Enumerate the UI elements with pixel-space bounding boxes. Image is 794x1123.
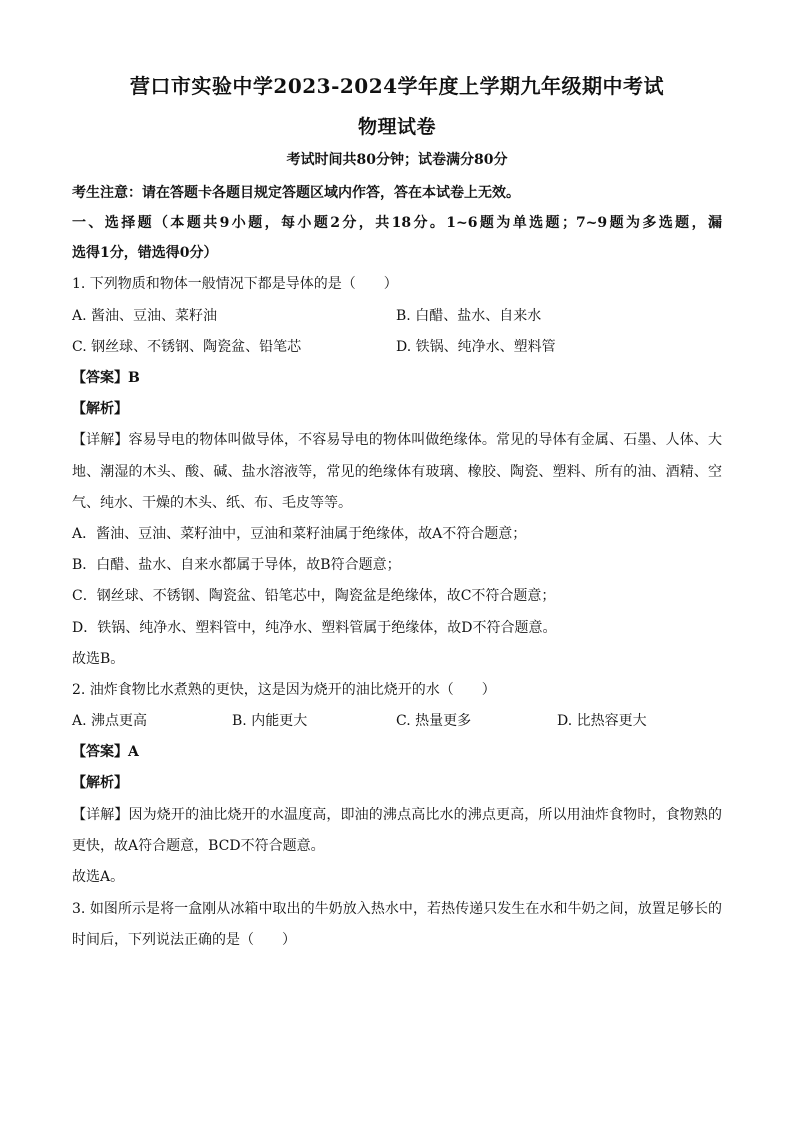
q1-answer: 【答案】B [72,370,140,386]
q2-stem: 2. 油炸食物比水煮熟的更快，这是因为烧开的油比烧开的水（ ） [72,682,496,698]
exam-info: 考试时间共80分钟；试卷满分80分 [286,152,508,168]
q1-conclusion: 故选B。 [72,651,125,667]
q3-stem-line1: 3. 如图所示是将一盒刚从冰箱中取出的牛奶放入热水中，若热传递只发生在水和牛奶之间，放置足够长的 [72,901,722,917]
q1-detail-line2: 地、潮湿的木头、酸、碱、盐水溶液等，常见的绝缘体有玻璃、橡胶、陶瓷、塑料、所有的油、酒精、空 [72,464,722,480]
subject-title: 物理试卷 [357,116,436,138]
q1-option-a: A. 酱油、豆油、菜籽油 [72,308,218,324]
q1-explain-c: C．钢丝球、不锈钢、陶瓷盆、铅笔芯中，陶瓷盆是绝缘体，故C不符合题意； [72,588,556,604]
q1-option-d: D. 铁锅、纯净水、塑料管 [396,339,556,355]
q1-detail-line3: 气、纯水、干燥的木头、纸、布、毛皮等等。 [72,495,352,511]
q1-option-c: C. 钢丝球、不锈钢、陶瓷盆、铅笔芯 [72,339,302,355]
q2-detail-line2: 更快，故A符合题意，BCD不符合题意。 [72,838,325,854]
q1-explain-d: D．铁锅、纯净水、塑料管中，纯净水、塑料管属于绝缘体，故D不符合题意。 [72,620,557,636]
q1-stem: 1. 下列物质和物体一般情况下都是导体的是（ ） [72,276,398,292]
section-heading-line1: 一、选择题（本题共9小题，每小题2分，共18分。1~6题为单选题；7~9题为多选题，漏 [72,215,722,231]
section-heading-line2: 选得1分，错选得0分） [72,245,218,261]
q2-answer: 【答案】A [72,744,139,760]
q1-analysis-label: 【解析】 [72,401,128,417]
q2-option-c: C. 热量更多 [396,713,472,729]
q1-explain-a: A．酱油、豆油、菜籽油中，豆油和菜籽油属于绝缘体，故A不符合题意； [72,526,527,542]
q2-analysis-label: 【解析】 [72,775,128,791]
q2-option-a: A. 沸点更高 [72,713,148,729]
q2-option-b: B. 内能更大 [232,713,308,729]
q1-option-b: B. 白醋、盐水、自来水 [396,308,542,324]
q2-conclusion: 故选A。 [72,869,125,885]
q1-detail-line1: 【详解】容易导电的物体叫做导体，不容易导电的物体叫做绝缘体。常见的导体有金属、石墨、人体、大 [72,432,722,448]
q3-stem-line2: 时间后，下列说法正确的是（ ） [72,932,296,948]
q2-option-d: D. 比热容更大 [557,713,647,729]
q1-explain-b: B．白醋、盐水、自来水都属于导体，故B符合题意； [72,557,401,573]
q2-detail-line1: 【详解】因为烧开的油比烧开的水温度高，即油的沸点高比水的沸点更高，所以用油炸食物时，食物熟的 [72,807,722,823]
notice: 考生注意：请在答题卡各题目规定答题区域内作答，答在本试卷上无效。 [72,185,520,201]
exam-title: 营口市实验中学2023-2024学年度上学期九年级期中考试 [129,74,665,98]
